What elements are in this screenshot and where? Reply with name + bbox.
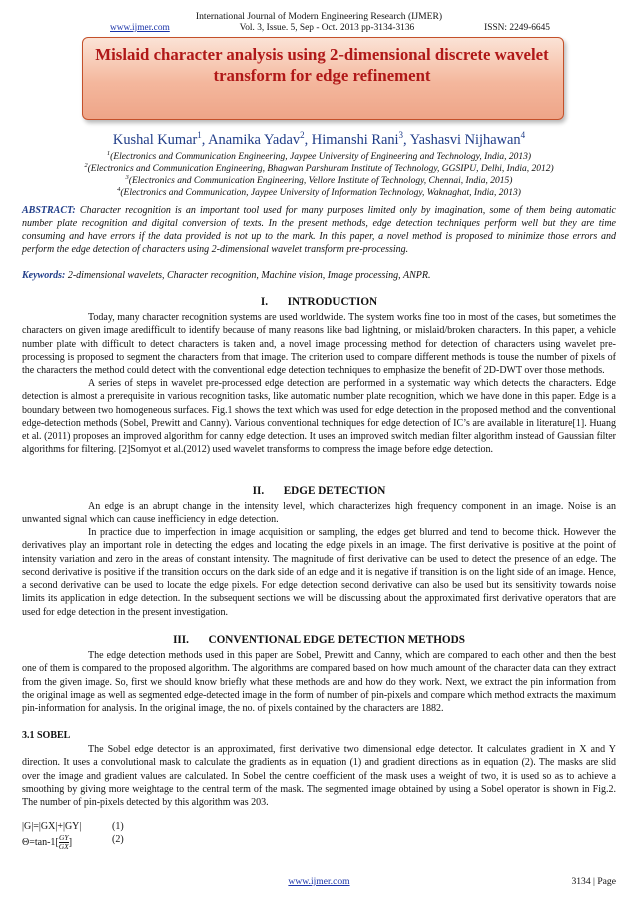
keywords-label: Keywords: [22, 270, 66, 281]
affiliation-1: $^1$(Electronics and Communication Engineering, Jaypee University of Engineering and Technology, India, 2013) [106, 150, 532, 163]
intro-paragraph-1: Today, many character recognition systems are used worldwide. The system works fine too in most of the cases, but sometimes the characters on given image aredifficult to identify because of many reasons like bad lightning, or mislaid/broken characters. In this paper, a vehicle number plate with difficult to detect characters is taken and, a novel image processing method for detection of characters using wavelet pre-processing is proposed to segment the characters from that image. The criterion used to compare different methods is touse the number of pixels of the characters the method could detect with the conventional edge detection techniques to emphasize the benefit of 2D-DWT over those methods. [22, 312, 616, 377]
equation-2-number: (2) [112, 834, 124, 845]
section-heading-introduction: I. INTRODUCTION [260, 296, 378, 308]
author-sup: 1 [197, 130, 202, 140]
journal-issn: ISSN: 2249-6645 [484, 23, 550, 33]
abstract-text: Character recognition is an important tool used for many purposes limited only by imagination, some of them being automatic number plate recognition and digital conversion of texts. In the present methods, edge detection techniques perform well but they are time consuming and have errors if the data provided is not up to the mark. In this paper, a novel method is proposed to minimize those errors and perform the edge detection of characters using 2-dimensional wavelet transform pre-processing. [22, 205, 616, 256]
section-heading-conventional-methods: III. CONVENTIONAL EDGE DETECTION METHODS [173, 634, 465, 646]
author-sup: 3 [398, 130, 404, 140]
affiliation-2: $^2$(Electronics and Communication Engineering, Bhagwan Parshuram Institute of Technology, GGSIPU, Delhi, India, 2012) [84, 162, 554, 175]
abstract [22, 204, 616, 256]
footer-website-link[interactable]: www.ijmer.com [288, 876, 350, 887]
author-name: Yashasvi Nijhawan [409, 131, 521, 148]
author-sup: 4 [520, 130, 526, 140]
journal-subheader [110, 23, 550, 33]
equation-1 [22, 821, 124, 833]
conventional-paragraph-1: The edge detection methods used in this paper are Sobel, Prewitt and Canny, which are compared to each other and then the best one of them is compared to the proposed algorithm. The algorithms are compared based on how much amount of the character data can they extract from the given image. So, first we should know briefly what these methods are and how do they work. Next, we extract the pin information from the original image as well as segmented edge-detected image in the form of number of pin-pixels and compare which method extracts the maximum pin-information for analysis. In the original image, the no. of pixels contained by the characters are 1882. [22, 650, 616, 715]
affiliation-4: $^4$(Electronics and Communication, Jaypee University of Information Technology, Waknaghat, India, 2013) [117, 186, 521, 199]
equation-1-number: (1) [112, 821, 124, 832]
intro-paragraph-2: A series of steps in wavelet pre-processed edge detection are performed in a systematic way which detects the characters. Edge detection is almost a prerequisite in various recognition tasks, like automatic number plate recognition, which we have done in this paper. Edge is a boundary between two homogeneous surfaces. Fig.1 shows the text which was used for edge detection in the proposed method and the conventional edge-detection methods (Sobel, Prewitt and Canny). Various conventional techniques for edge detection of IC’s are available in literature[1]. Huang et al. (2011) proposes an improved algorithm for canny edge detection. It uses an improved switch median filter algorithm instead of Gaussian filter algorithms for filtering. [2]Somyot et al.(2012) used wavelet transforms to compress the image before edge detection. [22, 378, 616, 456]
author-name: Kushal Kumar [112, 131, 198, 148]
journal-website-link[interactable]: www.ijmer.com [110, 23, 170, 33]
subsection-heading-sobel: 3.1 SOBEL [22, 730, 71, 741]
equation-2-denominator: GX [58, 842, 69, 851]
section-heading-edge-detection: II. EDGE DETECTION [252, 485, 386, 497]
equation-2: Θ=tan-1[ $\frac{GY}{GX}$] (2) [22, 833, 124, 851]
keywords [22, 269, 616, 282]
equation-2-fraction [59, 834, 69, 851]
author-name: Himanshi Rani [311, 131, 399, 148]
keywords-text: 2-dimensional wavelets, Character recognition, Machine vision, Image processing, ANPR. [67, 270, 431, 281]
author-sup: 2 [300, 130, 305, 140]
equation-2-prefix: Θ=tan-1[ [22, 836, 59, 848]
journal-volume: Vol. 3, Issue. 5, Sep - Oct. 2013 pp-3134-3136 [239, 23, 415, 33]
affiliation-3: $^3$(Electronics and Communication Engineering, Vellore Institute of Technology, Chennai, India, 2015) [125, 174, 513, 187]
equation-2-numerator: GY [58, 833, 69, 842]
equation-1-body: |G|=|GX|+|GY| [22, 821, 82, 832]
author-list: Kushal Kumar$^1$, Anamika Yadav$^2$, Himanshi Rani$^3$, Yashasvi Nijhawan$^4$ [112, 130, 526, 148]
footer-page-number: 3134 | Page [571, 876, 616, 887]
abstract-label: ABSTRACT: [22, 205, 76, 216]
journal-header: International Journal of Modern Engineering Research (IJMER) [195, 11, 443, 22]
sobel-paragraph-1: The Sobel edge detector is an approximated, first derivative two dimensional edge detector. It calculates gradient in X and Y direction. It uses a convolutional mask to calculate the gradients as in equation (1) and gradient directions as in equation (2). The masks are slid over the image and gradient values are calculated. In Sobel the centre coefficient of the mask uses a weight of two, it is used so as to achieve a smoothing by giving more weightage to the central term of the mask. The segmented image obtained by using a Sobel operator is shown in Fig.2. The number of pin-pixels detected by this algorithm was 203. [22, 744, 616, 809]
author-name: Anamika Yadav [208, 131, 301, 148]
paper-title: Mislaid character analysis using 2-dimensional discrete wavelet transform for edge refinement [95, 45, 549, 85]
edge-paragraph-1: An edge is an abrupt change in the intensity level, which characterizes high frequency component in an image. Noise is an unwanted signal which can cause inefficiency in edge detection. [22, 501, 616, 526]
edge-paragraph-2: In practice due to imperfection in image acquisition or sampling, the edges get blurred and tend to become thick. However the derivatives play an important role in detecting the edges and locating the edge pixels in an image. The first derivative is positive at the point of intensity variation and zero in the areas of constant intensity. The magnitude of first derivative can be used to detect the presence of an edge. The second derivative is positive if the transition occurs on the dark side of an edge and it is negative if transition is on the light side of an image. Hence, a second derivative can be used to locate the edge pixels. For edge detection second derivative can also be used but its sensitivity towards noise limits its application in edge detection. In the subsequent sections we will be discussing about the approximated first derivative operators that are used for edge detection in the present investigation. [22, 527, 617, 618]
